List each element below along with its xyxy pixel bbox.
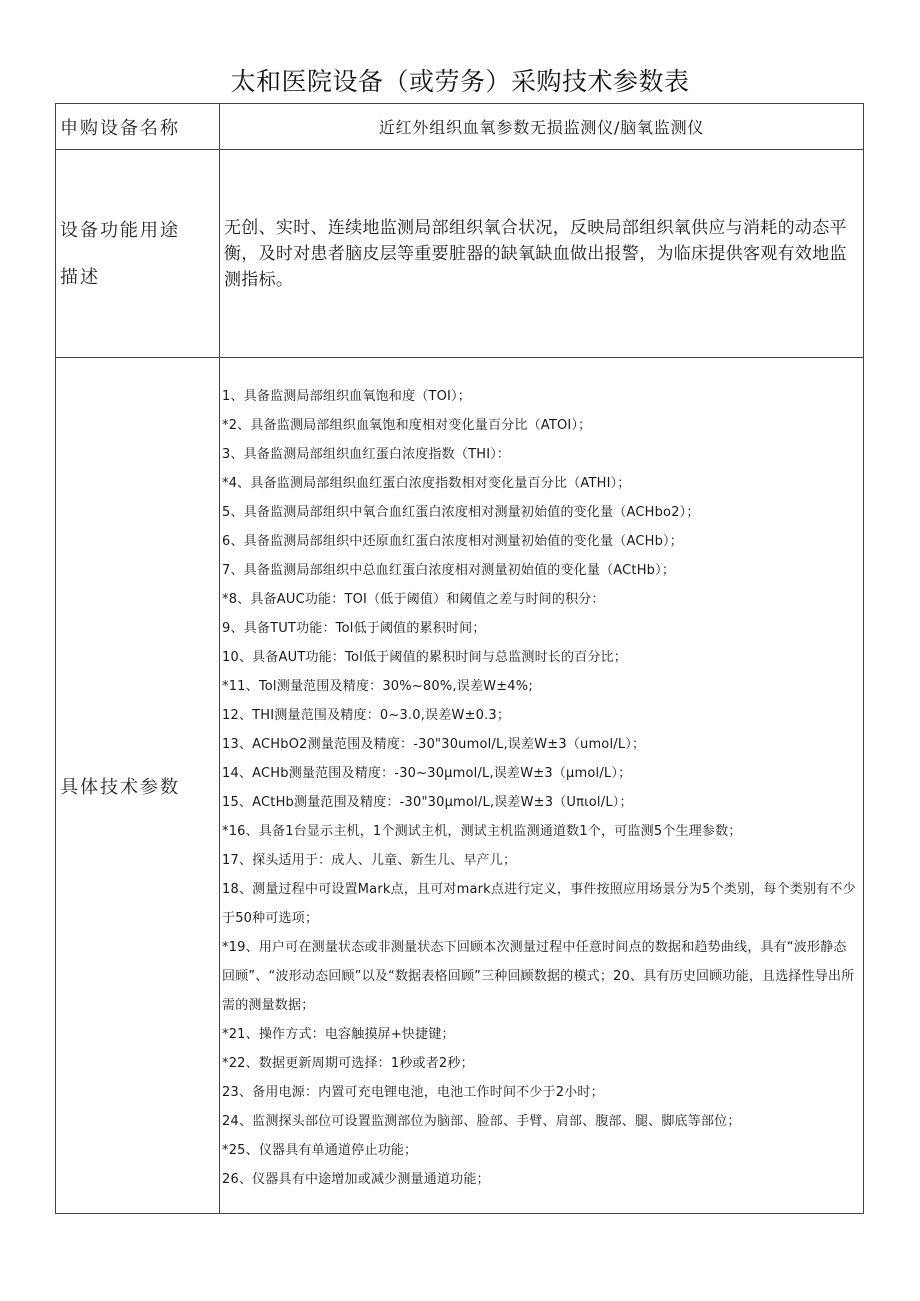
specs-row: [56, 358, 864, 1214]
spec-item: 23、备用电源：内置可充电锂电池，电池工作时间不少于2小时；: [222, 1085, 604, 1100]
spec-item: *16、具备1台显示主机，1个测试主机，测试主机监测通道数1个，可监测5个生理参数；: [222, 824, 742, 839]
spec-item: 14、ACHb测量范围及精度：-30~30μmol/L,误差W±3（μmol/L）；: [222, 766, 632, 781]
device-name-label: 申购设备名称: [56, 104, 220, 150]
spec-item: 7、具备监测局部组织中总血红蛋白浓度相对测量初始值的变化量（ACtHb）；: [222, 563, 676, 578]
function-row: [56, 150, 864, 358]
spec-item: 1、具备监测局部组织血氧饱和度（TOI）；: [222, 389, 471, 404]
function-label-line2: 描述: [60, 266, 100, 288]
document-title: 太和医院设备（或劳务）采购技术参数表: [230, 67, 690, 96]
spec-item: *22、数据更新周期可选择：1秒或者2秒；: [222, 1056, 474, 1071]
spec-item: 5、具备监测局部组织中氧合血红蛋白浓度相对测量初始值的变化量（ACHbo2）；: [222, 505, 700, 520]
spec-item: *8、具备AUC功能：TOI（低于阈值）和阈值之差与时间的积分：: [222, 592, 605, 607]
function-label: [56, 150, 220, 358]
spec-item: *11、Tol测量范围及精度：30%~80%,误差W±4%;: [222, 679, 533, 694]
specs-list: [220, 377, 863, 1194]
spec-table: [55, 103, 864, 1214]
spec-item: *21、操作方式：电容触摸屏+快捷键；: [222, 1027, 455, 1042]
spec-item: 6、具备监测局部组织中还原血红蛋白浓度相对测量初始值的变化量（ACHb）；: [222, 534, 683, 549]
specs-label: 具体技术参数: [56, 358, 220, 1214]
spec-item: 15、ACtHb测量范围及精度：-30"30μmol/L,误差W±3（Uπιol/L）；: [222, 795, 633, 810]
spec-item: *2、具备监测局部组织血氧饱和度相对变化量百分比（ATOI）；: [222, 418, 592, 433]
spec-item: 18、测量过程中可设置Mark点，且可对mark点进行定义，事件按照应用场景分为5个类别，每个类别有不少于50种可选项；: [222, 882, 856, 926]
spec-item: *19、用户可在测量状态或非测量状态下回顾本次测量过程中任意时间点的数据和趋势曲线，具有“波形静态回顾”、“波形动态回顾”以及“数据表格回顾”三种回顾数据的模式；20、具有历史回顾功能，且选择性导出所需的测量数据；: [222, 940, 855, 1013]
function-cell: [220, 150, 864, 358]
spec-item: 13、ACHbO2测量范围及精度：-30"30umol/L,误差W±3（umol/L）；: [222, 737, 646, 752]
spec-item: 17、探头适用于：成人、儿童、新生儿、早产儿；: [222, 853, 517, 868]
spec-item: 24、监测探头部位可设置监测部位为脑部、脸部、手臂、肩部、腹部、腿、脚底等部位；: [222, 1114, 741, 1129]
device-name-value: 近红外组织血氧参数无损监测仪/脑氧监测仪: [220, 104, 864, 150]
spec-item: *4、具备监测局部组织血红蛋白浓度指数相对变化量百分比（ATHI）；: [222, 476, 631, 491]
function-description: 无创、实时、连续地监测局部组织氧合状况，反映局部组织氧供应与消耗的动态平衡，及时对患者脑皮层等重要脏器的缺氧缺血做出报警，为临床提供客观有效地监测指标。: [224, 217, 847, 290]
spec-item: *25、仪器具有单通道停止功能；: [222, 1143, 418, 1158]
spec-item: 10、具备AUT功能：Tol低于阈值的累积时间与总监测时长的百分比；: [222, 650, 627, 665]
specs-cell: [220, 358, 864, 1214]
device-name-row: [56, 104, 864, 150]
spec-item: 3、具备监测局部组织血红蛋白浓度指数（THI）：: [222, 447, 511, 462]
spec-item: 26、仪器具有中途增加或减少测量通道功能；: [222, 1172, 490, 1187]
spec-item: 9、具备TUT功能：Tol低于阈值的累积时间；: [222, 621, 486, 636]
spec-item: 12、THI测量范围及精度：0~3.0,误差W±0.3；: [222, 708, 511, 723]
function-label-line1: 设备功能用途: [60, 219, 180, 241]
